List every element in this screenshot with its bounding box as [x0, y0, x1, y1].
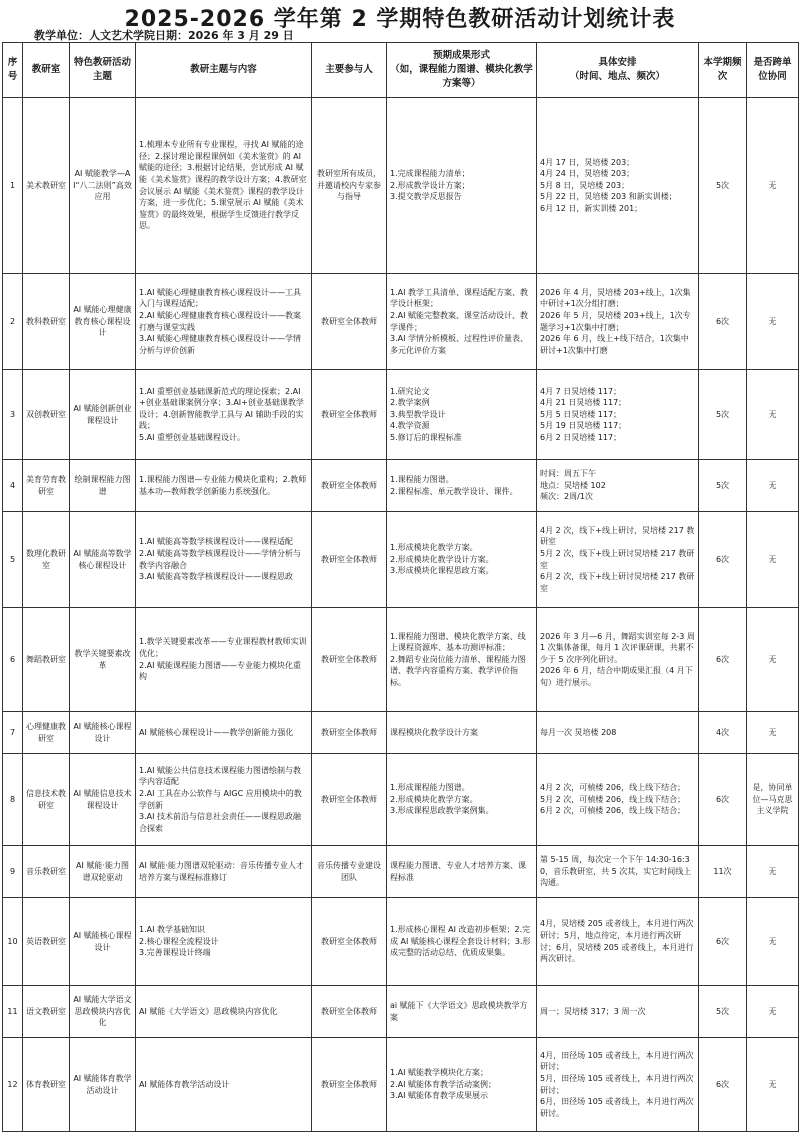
row-outcome: 1.完成课程能力清单； 2.形成教学设计方案； 3.提交教学反思报告: [387, 98, 537, 274]
row-people: 教研室全体教师: [312, 898, 387, 986]
row-seq: 5: [3, 512, 23, 608]
row-schedule: 第 5-15 周，每次定一个下午 14:30-16:30，音乐教研室，共 5 次其，实它时间线上沟通。: [537, 846, 699, 898]
row-theme: AI 赋能教学—AI“八二法则”高效应用: [70, 98, 136, 274]
row-content: AI 赋能·能力图谱双轮驱动：音乐传播专业人才培养方案与课程标准修订: [136, 846, 312, 898]
row-theme: 绘制课程能力图谱: [70, 460, 136, 512]
row-coop: 无: [747, 460, 799, 512]
row-coop: 无: [747, 274, 799, 370]
row-content: 1.AI 赋能心理健康教育核心课程设计——工具入门与课程适配； 2.AI 赋能心理健康教育核心课程设计——教案打磨与课堂实践 3.AI 赋能心理健康教育核心课程设计——学情分析与评价创新: [136, 274, 312, 370]
row-schedule: 4月 2 次，线下+线上研讨，炅培楼 217 教研室 5月 2 次，线下+线上研讨炅培楼 217 教研室 6月 2 次，线下+线上研讨炅培楼 217 教研室: [537, 512, 699, 608]
row-outcome: 1.研究论文 2.教学案例 3.典型教学设计 4.教学资源 5.修订后的课程标准: [387, 370, 537, 460]
row-people: 教研室全体教师: [312, 370, 387, 460]
table-row: [3, 608, 799, 712]
header-people: 主要参与人: [312, 43, 387, 98]
row-freq: 4次: [699, 712, 747, 754]
row-room: 教科教研室: [23, 274, 70, 370]
row-content: 1.教学关键要素改革——专业课程教材教师实训优化； 2.AI 赋能课程能力图谱——专业能力模块化重构: [136, 608, 312, 712]
table-row: [3, 846, 799, 898]
row-seq: 4: [3, 460, 23, 512]
row-seq: 6: [3, 608, 23, 712]
row-seq: 10: [3, 898, 23, 986]
row-schedule: 时间：周五下午 地点：炅培楼 102 频次：2周/1次: [537, 460, 699, 512]
activity-plan-table: [2, 42, 799, 1132]
row-seq: 1: [3, 98, 23, 274]
table-row: [3, 986, 799, 1038]
row-coop: 无: [747, 98, 799, 274]
row-people: 教研室全体教师: [312, 512, 387, 608]
row-schedule: 2026 年 3 月—6 月，舞蹈实训室每 2-3 周 1 次集体备课，每月 1 次评课研课，共累不少于 5 次序列化研讨。 2026 年 6 月，结合中期成果汇报（4 月下旬）进行展示。: [537, 608, 699, 712]
table-row: [3, 512, 799, 608]
row-people: 教研室全体教师: [312, 608, 387, 712]
header-room: 教研室: [23, 43, 70, 98]
row-freq: 6次: [699, 274, 747, 370]
row-outcome: 课程模块化教学设计方案: [387, 712, 537, 754]
row-room: 心理健康教研室: [23, 712, 70, 754]
row-content: AI 赋能体育教学活动设计: [136, 1038, 312, 1132]
row-theme: AI 赋能创新创业课程设计: [70, 370, 136, 460]
table-row: [3, 460, 799, 512]
row-schedule: 4月，炅培楼 205 或者线上，本月进行两次研讨；5月，地点待定，本月进行两次研讨；6月，炅培楼 205 或者线上，本月进行两次研讨。: [537, 898, 699, 986]
table-row: [3, 754, 799, 846]
header-theme: 特色教研活动主题: [70, 43, 136, 98]
row-freq: 5次: [699, 98, 747, 274]
row-people: 教研室全体教师: [312, 986, 387, 1038]
row-coop: 无: [747, 608, 799, 712]
row-coop: 无: [747, 898, 799, 986]
table-row: [3, 898, 799, 986]
row-freq: 6次: [699, 608, 747, 712]
row-schedule: 4月 7 日炅培楼 117； 4月 21 日炅培楼 117； 5月 5 日炅培楼 117； 5月 19 日炅培楼 117； 6月 2 日炅培楼 117；: [537, 370, 699, 460]
row-outcome: 课程能力图谱、专业人才培养方案、课程标准: [387, 846, 537, 898]
row-theme: 教学关键要素改革: [70, 608, 136, 712]
row-people: 教研室全体教师: [312, 712, 387, 754]
header-freq: 本学期频次: [699, 43, 747, 98]
row-schedule: 每月一次 炅培楼 208: [537, 712, 699, 754]
row-freq: 6次: [699, 512, 747, 608]
row-theme: AI 赋能心理健康教育核心课程设计: [70, 274, 136, 370]
row-freq: 5次: [699, 460, 747, 512]
row-outcome: ai 赋能下《大学语文》思政模块教学方案: [387, 986, 537, 1038]
row-content: 1.AI 赋能高等数学核课程设计——课程适配 2.AI 赋能高等数学核课程设计——学情分析与教学内容融合 3.AI 赋能高等数学核课程设计——课程思政: [136, 512, 312, 608]
row-content: 1.梳理本专业所有专业课程，寻找 AI 赋能的途径；2.探讨理论课程课例如《美术鉴赏》的 AI 赋能的途径；3.根据讨论结果，尝试形成 AI 赋能《美术鉴赏》课程的教学设计方案；4.教研室会议展示 AI 赋能《美术鉴赏》课程的教学设计方案，进一步优化；5.课堂展示 AI 赋能《美术鉴赏》的最终效果，根据学生反馈进行教学反思。: [136, 98, 312, 274]
row-people: 教研室全体教师: [312, 274, 387, 370]
row-schedule: 2026 年 4 月，炅培楼 203+线上，1次集中研讨+1次分组打磨； 2026 年 5 月，炅培楼 203+线上，1次专题学习+1次集中打磨； 2026 年 6 月，线上+线下结合，1次集中研讨+1次集中打磨: [537, 274, 699, 370]
table-row: [3, 1038, 799, 1132]
row-theme: AI 赋能信息技术课程设计: [70, 754, 136, 846]
row-content: 1.AI 赋能公共信息技术课程能力图谱绘制与教学内容适配 2.AI 工具在办公软件与 AIGC 应用模块中的教学创新 3.AI 技术前沿与信息社会责任——课程思政融合探索: [136, 754, 312, 846]
row-content: AI 赋能核心课程设计——教学创新能力强化: [136, 712, 312, 754]
header-outcome: 预期成果形式 （如，课程能力图谱、模块化教学方案等）: [387, 43, 537, 98]
row-outcome: 1.课程能力图谱、模块化教学方案、线上课程资源库、基本功测评标准； 2.舞蹈专业岗位能力清单、课程能力图谱、教学内容重构方案、教学评价指标。: [387, 608, 537, 712]
row-room: 美术教研室: [23, 98, 70, 274]
row-content: 1.AI 重塑创业基础课新范式的理论探索；2.AI+创业基础课案例分享；3.AI+创业基础课教学设计；4.创新智能教学工具与 AI 辅助手段的实践； 5.AI 重塑创业基础课程设计。: [136, 370, 312, 460]
row-people: 教研室全体教师: [312, 1038, 387, 1132]
row-coop: 无: [747, 986, 799, 1038]
row-outcome: 1.AI 教学工具清单、课程适配方案、教学设计框架； 2.AI 赋能完整教案、课堂活动设计、教学课件； 3.AI 学情分析模板、过程性评价量表、多元化评价方案: [387, 274, 537, 370]
row-coop: 是，协同单位—马克思主义学院: [747, 754, 799, 846]
row-seq: 11: [3, 986, 23, 1038]
row-content: 1.AI 教学基础知识 2.核心课程全流程设计 3.完善课程设计终端: [136, 898, 312, 986]
row-seq: 2: [3, 274, 23, 370]
row-schedule: 4月 2 次，可楨楼 206，线上线下结合； 5月 2 次，可楨楼 206，线上线下结合； 6月 2 次，可楨楼 206，线上线下结合；: [537, 754, 699, 846]
header-schedule: 具体安排 （时间、地点、频次）: [537, 43, 699, 98]
row-content: AI 赋能《大学语文》思政模块内容优化: [136, 986, 312, 1038]
row-room: 英语教研室: [23, 898, 70, 986]
row-theme: AI 赋能核心课程设计: [70, 898, 136, 986]
row-outcome: 1.AI 赋能教学模块化方案； 2.AI 赋能体育教学活动案例； 3.AI 赋能体育教学成果展示: [387, 1038, 537, 1132]
row-coop: 无: [747, 1038, 799, 1132]
row-seq: 3: [3, 370, 23, 460]
row-coop: 无: [747, 512, 799, 608]
row-outcome: 1.课程能力图谱。 2.课程标准、单元教学设计、课件。: [387, 460, 537, 512]
row-freq: 6次: [699, 898, 747, 986]
unit-and-date: 教学单位：人文艺术学院日期：2026 年 3 月 29 日: [34, 29, 294, 42]
row-theme: AI 赋能核心课程设计: [70, 712, 136, 754]
page-title: 2025-2026 学年第 2 学期特色教研活动计划统计表: [124, 7, 676, 32]
row-people: 教研室所有成员，并邀请校内专家参与指导: [312, 98, 387, 274]
row-room: 语文教研室: [23, 986, 70, 1038]
table-row: [3, 98, 799, 274]
header-content: 教研主题与内容: [136, 43, 312, 98]
table-header-row: [3, 43, 799, 98]
row-seq: 12: [3, 1038, 23, 1132]
row-people: 教研室全体教师: [312, 754, 387, 846]
row-coop: 无: [747, 712, 799, 754]
row-room: 信息技术教研室: [23, 754, 70, 846]
row-coop: 无: [747, 370, 799, 460]
table-row: [3, 370, 799, 460]
row-coop: 无: [747, 846, 799, 898]
row-outcome: 1.形成模块化教学方案。 2.形成模块化教学设计方案。 3.形成模块化课程思政方案。: [387, 512, 537, 608]
row-schedule: 4月 17 日，炅培楼 203； 4月 24 日，炅培楼 203； 5月 8 日，炅培楼 203； 5月 22 日，炅培楼 203 和新实训楼； 6月 12 日，新实训楼 201；: [537, 98, 699, 274]
row-seq: 9: [3, 846, 23, 898]
row-freq: 5次: [699, 986, 747, 1038]
row-theme: AI 赋能体育教学活动设计: [70, 1038, 136, 1132]
row-freq: 11次: [699, 846, 747, 898]
row-people: 音乐传播专业建设团队: [312, 846, 387, 898]
row-outcome: 1.形成核心课程 AI 改造初步框架；2.完成 AI 赋能核心课程全套设计材料；3.形成完整的活动总结、优质成果集。: [387, 898, 537, 986]
row-schedule: 周一；炅培楼 317；3 周一次: [537, 986, 699, 1038]
header-coop: 是否跨单位协同: [747, 43, 799, 98]
row-theme: AI 赋能高等数学核心课程设计: [70, 512, 136, 608]
row-room: 舞蹈教研室: [23, 608, 70, 712]
row-people: 教研室全体教师: [312, 460, 387, 512]
row-freq: 6次: [699, 1038, 747, 1132]
row-theme: AI 赋能大学语文思政模块内容优化: [70, 986, 136, 1038]
table-row: [3, 274, 799, 370]
table-row: [3, 712, 799, 754]
row-room: 数理化教研室: [23, 512, 70, 608]
row-room: 音乐教研室: [23, 846, 70, 898]
row-theme: AI 赋能·能力图谱双轮驱动: [70, 846, 136, 898]
row-seq: 7: [3, 712, 23, 754]
row-freq: 5次: [699, 370, 747, 460]
row-room: 体育教研室: [23, 1038, 70, 1132]
row-room: 美育劳育教研室: [23, 460, 70, 512]
row-room: 双创教研室: [23, 370, 70, 460]
header-seq: 序号: [3, 43, 23, 98]
row-seq: 8: [3, 754, 23, 846]
row-freq: 6次: [699, 754, 747, 846]
row-content: 1.课程能力图谱—专业能力模块化重构；2.教师基本功—教师教学创新能力系统强化。: [136, 460, 312, 512]
row-outcome: 1.形成课程能力图谱。 2.形成模块化教学方案。 3.形成课程思政教学案例集。: [387, 754, 537, 846]
row-schedule: 4月，田径场 105 或者线上，本月进行两次研讨； 5月，田径场 105 或者线上，本月进行两次研讨； 6月，田径场 105 或者线上，本月进行两次研讨。: [537, 1038, 699, 1132]
